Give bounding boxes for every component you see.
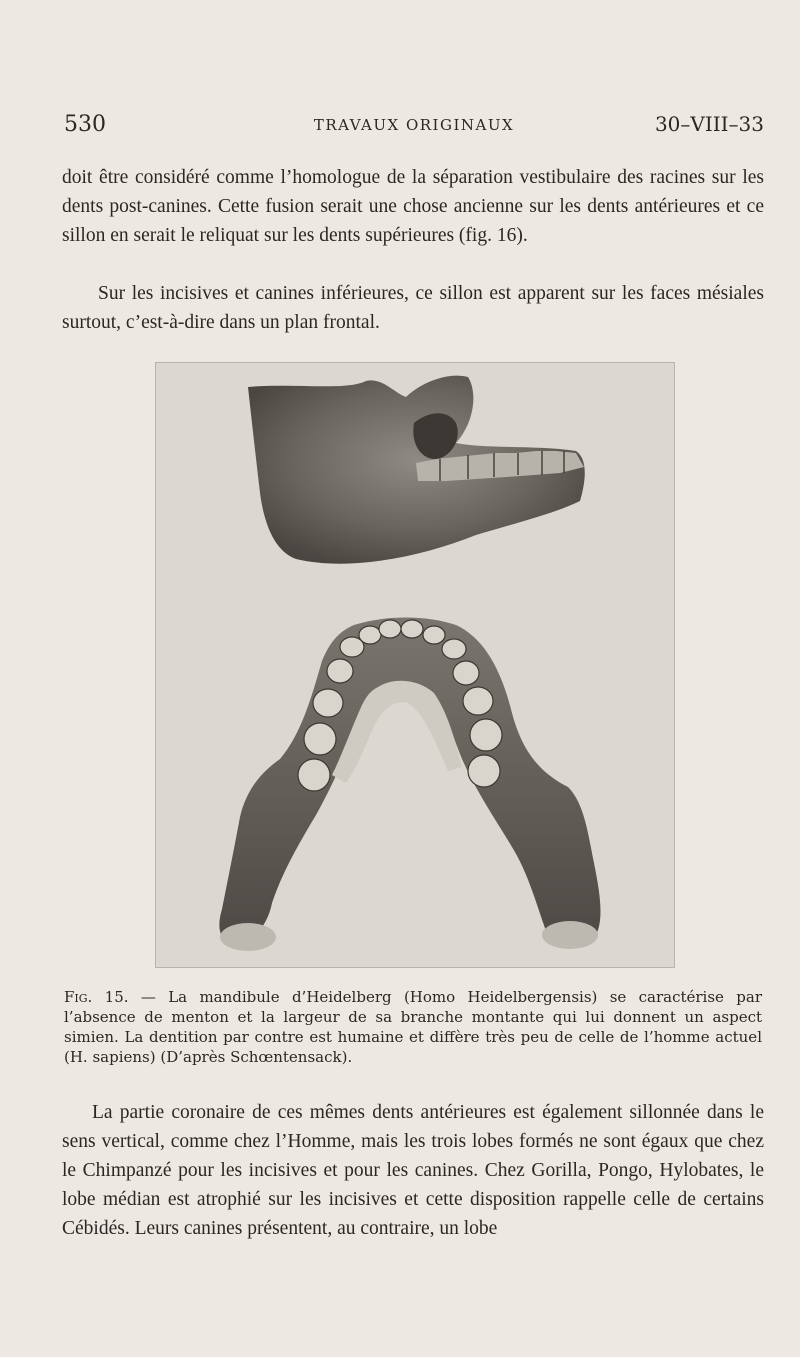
paragraph-2: Sur les incisives et canines inférieures, ce sillon est apparent sur les faces mésiales surtout, c’est-à-dire dans un plan frontal. <box>62 283 764 333</box>
page-header <box>64 112 764 142</box>
paragraph-3: La partie coronaire de ces mêmes dents antérieures est également sillonnée dans le sens vertical, comme chez l’Homme, mais les trois lobes formés ne sont égaux que chez le Chimpanzé pour les incisives et pour les canines. Chez Gorilla, Pongo, Hylobates, le lobe médian est atrophié sur les incisives et cette disposition rappelle celle de certains Cébidés. Leurs canines présentent, au contraire, un lobe <box>62 1102 764 1239</box>
paragraph-1: doit être considéré comme l’homologue de la séparation vestibulaire des racines sur les dents post-canines. Cette fusion serait une chose ancienne sur les dents antérieures et ce sillon en serait le reliquat sur les dents supérieures (fig. 16). <box>62 167 764 246</box>
figure-caption <box>64 987 762 1067</box>
page-number: 530 <box>64 112 106 137</box>
mandible-illustration <box>156 363 674 967</box>
running-title: TRAVAUX ORIGINAUX <box>313 116 515 134</box>
mandible-photograph <box>155 362 675 968</box>
issue-date: 30–VIII–33 <box>654 112 764 136</box>
figure-label: Fig. 15. <box>64 988 129 1006</box>
figure-caption-text: — La mandibule d’Heidelberg (Homo Heidelbergensis) se caractérise par l’absence de menton et la largeur de sa branche montante qui lui donnent un aspect simien. La dentition par contre est humaine et diffère très peu de celle de l’homme actuel (H. sapiens) (D’après Schœntensack). <box>64 988 762 1066</box>
